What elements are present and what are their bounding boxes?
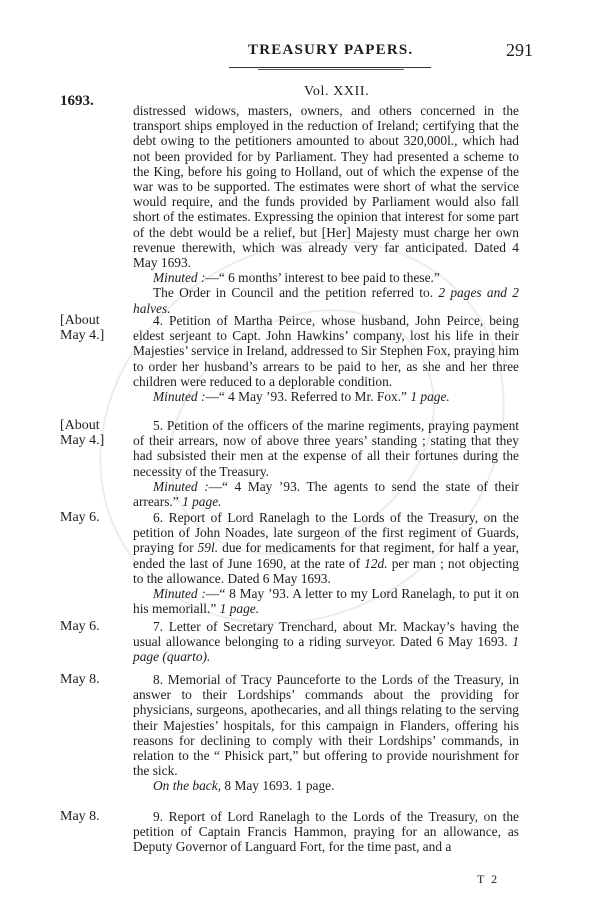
signature-mark: T 2 [477, 872, 500, 886]
running-title: TREASURY PAPERS. [248, 42, 414, 58]
entry-body [133, 418, 519, 509]
entry-body [133, 510, 519, 616]
endorsement-note: On the back, 8 May 1693. 1 page. [153, 778, 335, 794]
entry-body [133, 619, 519, 665]
entry-text: 9. Report of Lord Ranelagh to the Lords of the Treasury, on the petition of Captain Francis Hammon, praying for an allowance, as Deputy Governor of Languard Fort, for the time past, and a [133, 809, 519, 855]
entry-body [133, 809, 519, 855]
volume-label: Vol. XXII. [304, 84, 370, 99]
entry-body [133, 313, 519, 404]
minute-note: Minuted :—“ 4 May ’93. Referred to Mr. Fox.” 1 page. [153, 389, 450, 405]
minute-note: Minuted :—“ 4 May ’93. The agents to send the state of their arrears.” 1 page. [133, 478, 519, 510]
margin-date: May 8. [60, 672, 100, 687]
year-label: 1693. [60, 93, 94, 109]
enclosure-note: The Order in Council and the petition referred to. 2 pages and 2 halves. [133, 285, 519, 316]
entry-text: 4. Petition of Martha Peirce, whose husband, John Peirce, being eldest serjeant to Capt. John Hawkins’ company, lost his life in their Majesties’ service in Ireland, addressed to Sir Stephen Fox, praying him to order her husband’s arrears to be paid to her, as she and her three children were reduced to a deplorable condition. [133, 313, 519, 389]
entry-text: distressed widows, masters, owners, and others concerned in the transport ships employed in the reduction of Ireland; certifying that the debt owing to the petitioners amounted to about 320,000l., which had not been provided for by Parliament. They had presented a scheme to the King, before his going to Holland, out of which the expense of the war was to be supported. The estimates were short of what the service would require, and the funds provided by Parliament would also fall short of the estimates. Expressing the opinion that interest for some part of the debt would be a relief, but [Her] Majesty must charge her own revenue therewith, which was already very far anticipated. Dated 4 May 1693. [133, 103, 519, 271]
entry-text: 5. Petition of the officers of the marine regiments, praying payment of their arrears, now of above three years’ standing ; stating that they had subsisted their men at the expense of all their fortunes during the necessity of the Treasury. [133, 418, 519, 479]
header-rule [229, 67, 431, 68]
running-head [0, 40, 606, 62]
page-number: 291 [506, 40, 533, 60]
margin-date: May 8. [60, 809, 100, 824]
entry-body [133, 103, 519, 316]
entry-text: 6. Report of Lord Ranelagh to the Lords of the Treasury, on the petition of John Noades, late surgeon of the first regiment of Guards, praying for 59l. due for medicaments for that regiment, for half a year, ended the last of June 1690, at the rate of 12d. per man ; not objecting to the allowance. Dated 6 May 1693. [133, 510, 519, 586]
header-rule-short [258, 69, 404, 70]
entry-body [133, 672, 519, 794]
margin-date: May 6. [60, 510, 100, 525]
margin-date: [About May 4.] [60, 418, 105, 448]
minute-note: Minuted :—“ 6 months’ interest to bee paid to these.” [153, 270, 440, 286]
entry-text: 7. Letter of Secretary Trenchard, about Mr. Mackay’s having the usual allowance belonging to a riding surveyor. Dated 6 May 1693. 1 page (quarto). [133, 619, 519, 665]
margin-date: [About May 4.] [60, 313, 105, 343]
margin-date: May 6. [60, 619, 100, 634]
entry-text: 8. Memorial of Tracy Paunceforte to the Lords of the Treasury, in answer to their Lordships’ commands about the providing for physicians, surgeons, apothecaries, and all things relating to the serving their Majesties’ hospitals, for this campaign in Flanders, offering his reasons for declining to comply with their Lordships’ commands, in relation to the “ Phisick part,” but offering to provide nourishment for the sick. [133, 672, 519, 779]
minute-note: Minuted :—“ 8 May ’93. A letter to my Lord Ranelagh, to put it on his memoriall.” 1 page. [133, 586, 519, 617]
